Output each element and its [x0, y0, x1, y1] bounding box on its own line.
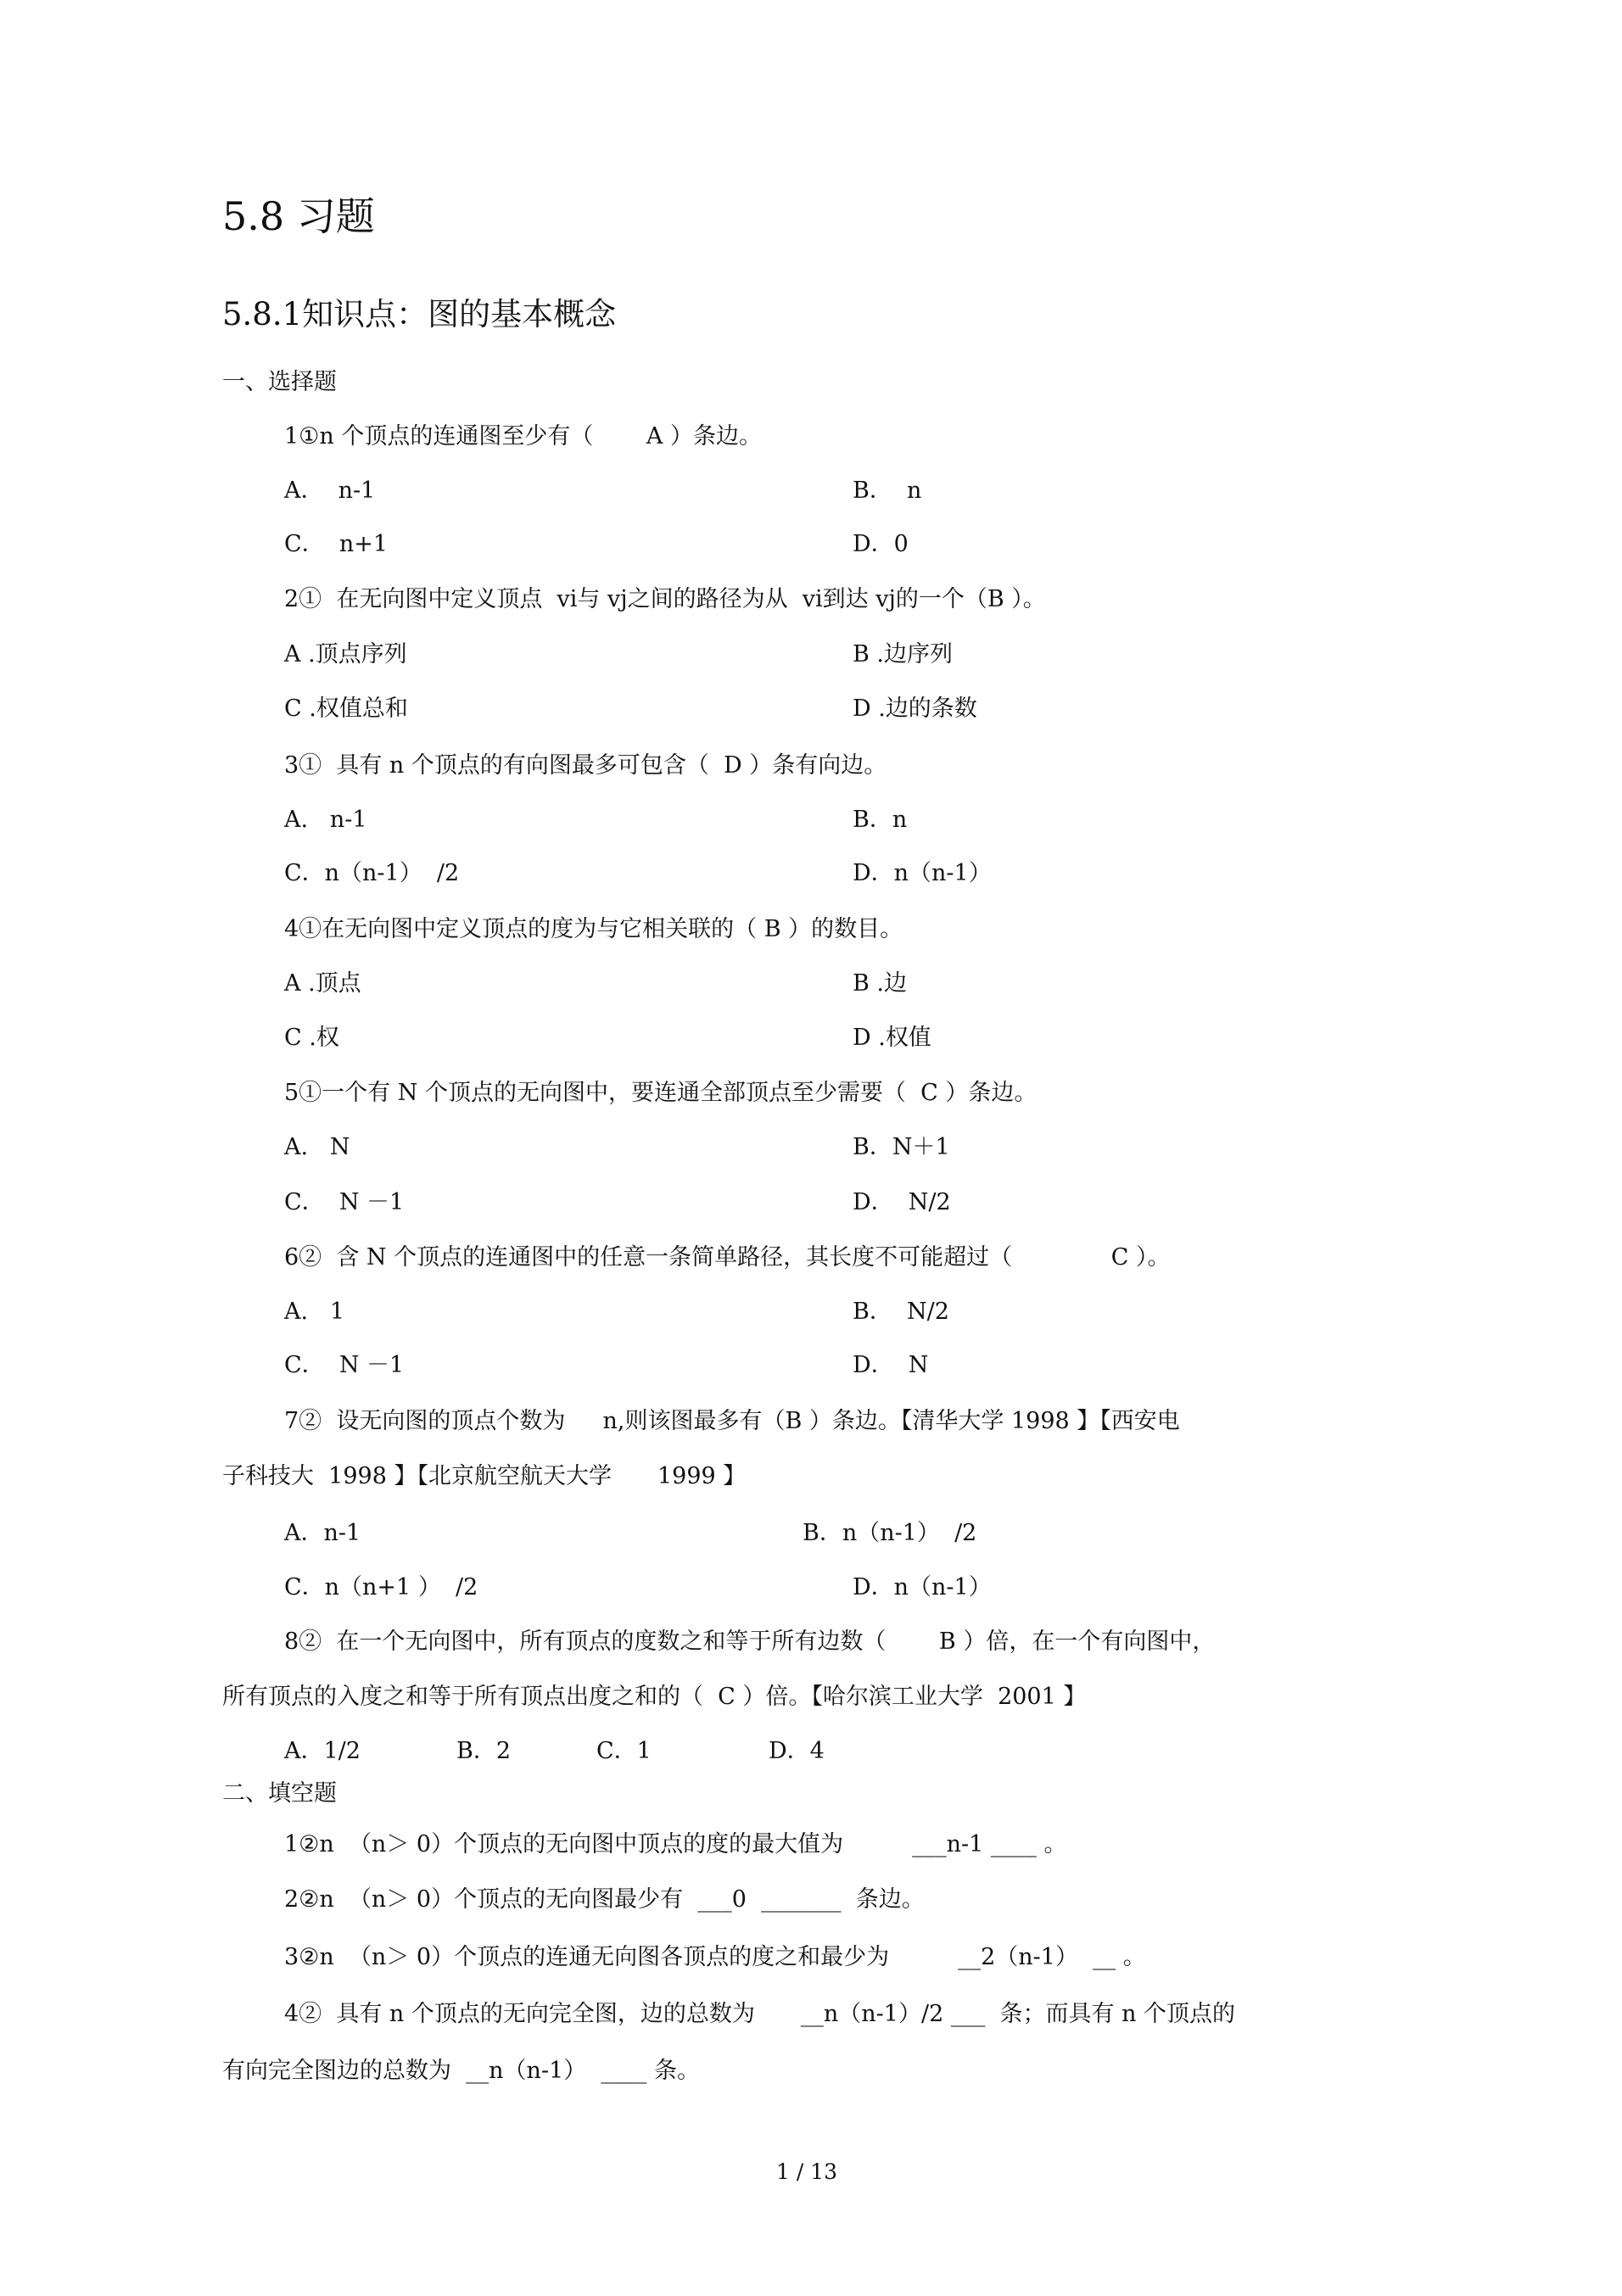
fill-question-2: 2②n （n＞ 0）个顶点的无向图最少有 ___0 _______ 条边。	[284, 1886, 925, 1913]
question-3: 3① 具有 n 个顶点的有向图最多可包含（ D ）条有向边。	[284, 752, 887, 779]
q1-option-c: C． n+1	[284, 531, 389, 557]
q7-option-b: B．n（n-1） /2	[803, 1520, 977, 1546]
question-7-line-1: 7② 设无向图的顶点个数为 n,则该图最多有（B ）条边。【清华大学 1998 】【西安电	[284, 1408, 1180, 1434]
q8-option-a: A．1/2	[284, 1738, 361, 1764]
q4-option-d: D .权值	[853, 1025, 931, 1051]
q5-option-c: C． N －1	[284, 1189, 405, 1215]
q2-option-c: C .权值总和	[284, 696, 408, 722]
question-1: 1①n 个顶点的连通图至少有（ A ）条边。	[284, 423, 763, 450]
q8-option-c: C．1	[596, 1738, 652, 1764]
q1-option-a: A． n-1	[284, 478, 376, 504]
q6-option-c: C． N －1	[284, 1352, 405, 1378]
fill-question-4-line-2: 有向完全图边的总数为 __n（n-1） ____ 条。	[222, 2058, 700, 2084]
question-6: 6② 含 N 个顶点的连通图中的任意一条简单路径，其长度不可能超过（ C ）。	[284, 1244, 1171, 1271]
page-number: 1 / 13	[776, 2159, 838, 2184]
section-subtitle: 5.8.1知识点：图的基本概念	[222, 296, 617, 332]
fill-question-1: 1②n （n＞ 0）个顶点的无向图中顶点的度的最大值为 ___n-1 ____ 。	[284, 1831, 1067, 1857]
question-4: 4①在无向图中定义顶点的度为与它相关联的（ B ）的数目。	[284, 916, 903, 942]
page-title: 5.8 习题	[222, 193, 375, 239]
q7-option-d: D．n（n-1）	[853, 1574, 992, 1600]
q7-option-c: C．n（n+1 ） /2	[284, 1574, 478, 1600]
question-7-line-2: 子科技大 1998 】【北京航空航天大学 1999 】	[222, 1463, 747, 1489]
q3-option-b: B．n	[853, 807, 908, 833]
q6-option-d: D． N	[853, 1352, 929, 1378]
section-heading-fill: 二、填空题	[222, 1780, 337, 1807]
question-5: 5①一个有 N 个顶点的无向图中，要连通全部顶点至少需要（ C ）条边。	[284, 1080, 1038, 1106]
q3-option-a: A. n-1	[284, 807, 367, 833]
question-8-line-1: 8② 在一个无向图中，所有顶点的度数之和等于所有边数（ B ）倍，在一个有向图中，	[284, 1628, 1216, 1655]
q4-option-b: B .边	[853, 970, 908, 997]
q2-option-b: B .边序列	[853, 641, 954, 668]
q2-option-d: D .边的条数	[853, 696, 977, 722]
q6-option-b: B． N/2	[853, 1299, 949, 1325]
question-8-line-2: 所有顶点的入度之和等于所有顶点出度之和的（ C ）倍。【哈尔滨工业大学 2001 】	[222, 1684, 1087, 1710]
q1-option-d: D．0	[853, 531, 909, 557]
q2-option-a: A .顶点序列	[284, 641, 407, 668]
q5-option-d: D． N/2	[853, 1189, 951, 1215]
section-heading-choice: 一、选择题	[222, 369, 337, 395]
q3-option-c: C．n（n-1） /2	[284, 860, 460, 886]
q1-option-b: B． n	[853, 478, 922, 504]
q3-option-d: D．n（n-1）	[853, 860, 992, 886]
q4-option-c: C .权	[284, 1025, 339, 1051]
q8-option-d: D．4	[769, 1738, 825, 1764]
q8-option-b: B．2	[456, 1738, 512, 1764]
q5-option-a: A. N	[284, 1134, 350, 1160]
q6-option-a: A. 1	[284, 1299, 345, 1325]
q4-option-a: A .顶点	[284, 970, 361, 997]
question-2: 2① 在无向图中定义顶点 vi与 vj之间的路径为从 vi到达 vj的一个（B ）。	[284, 586, 1046, 612]
fill-question-4-line-1: 4② 具有 n 个顶点的无向完全图，边的总数为 __n（n-1）/2 ___ 条；而具有 n 个顶点的	[284, 2001, 1236, 2027]
fill-question-3: 3②n （n＞ 0）个顶点的连通无向图各顶点的度之和最少为 __2（n-1） __ 。	[284, 1944, 1146, 1970]
q7-option-a: A．n-1	[284, 1520, 361, 1546]
q5-option-b: B．N＋1	[853, 1134, 950, 1160]
